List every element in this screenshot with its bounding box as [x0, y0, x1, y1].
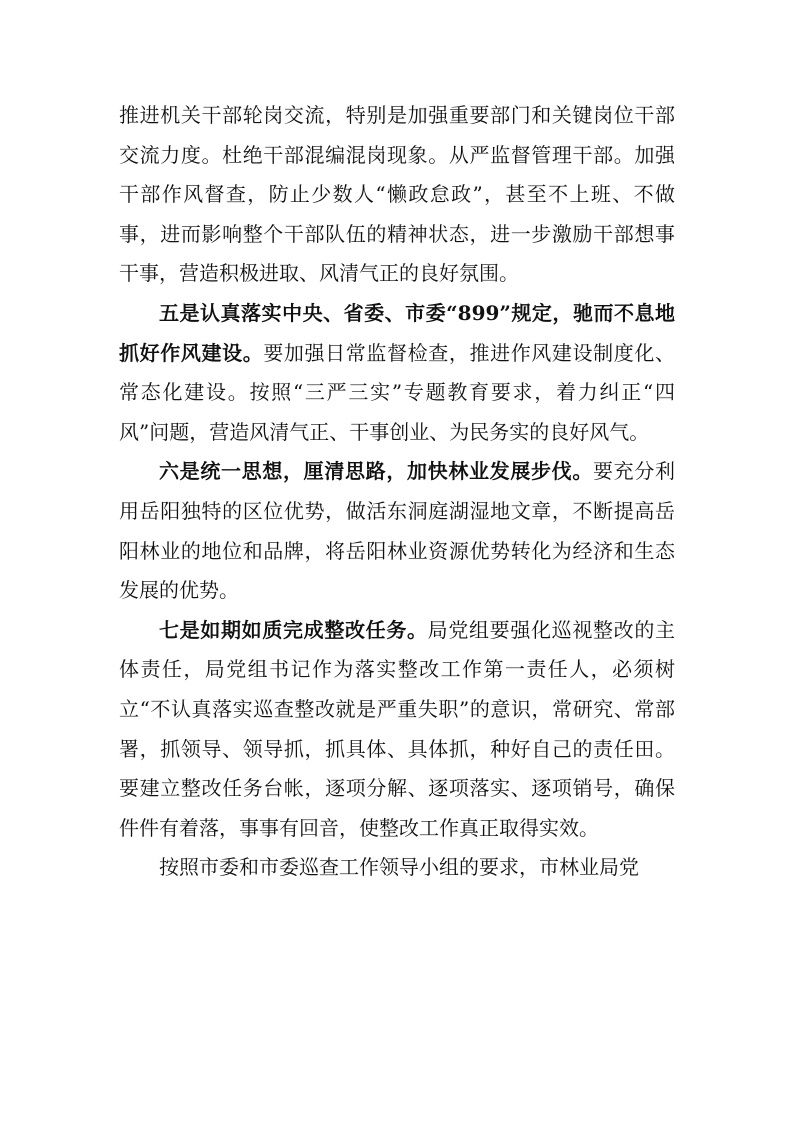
paragraph-3-lead: 六是统一思想，厘清思路，加快林业发展步伐。 — [159, 459, 593, 484]
paragraph-2-text: 要加强日常监督检查，推进作风建设制度化、常态化建设。按照“三严三实”专题教育要求，着力纠正“四风”问题，营造风清气正、干事创业、为民务实的良好风气。 — [119, 340, 676, 444]
paragraph-3 — [119, 452, 675, 610]
paragraph-1-text: 推进机关干部轮岗交流，特别是加强重要部门和关键岗位干部交流力度。杜绝干部混编混岗现象。从严监督管理干部。加强干部作风督查，防止少数人“懒政怠政”，甚至不上班、不做事，进而影响整个干部队伍的精神状态，进一步激励干部想事干事，营造积极进取、风清气正的良好氛围。 — [119, 103, 675, 286]
paragraph-5-text: 按照市委和市委巡查工作领导小组的要求，市林业局党 — [159, 855, 639, 880]
paragraph-4-lead: 七是如期如质完成整改任务。 — [159, 617, 428, 642]
paragraph-3-text: 要充分利用岳阳独特的区位优势，做活东洞庭湖湿地文章，不断提高岳阳林业的地位和品牌，将岳阳林业资源优势转化为经济和生态发展的优势。 — [119, 459, 676, 603]
document-body — [119, 96, 675, 888]
paragraph-5 — [119, 848, 675, 888]
paragraph-2-lead: 五是认真落实中央、省委、市委“899”规定，驰而不息地抓好作风建设。 — [119, 300, 675, 365]
paragraph-4 — [119, 611, 675, 849]
paragraph-1 — [119, 96, 675, 294]
paragraph-2 — [119, 294, 675, 452]
paragraph-4-text: 局党组要强化巡视整改的主体责任，局党组书记作为落实整改工作第一责任人，必须树立“不认真落实巡查整改就是严重失职”的意识，常研究、常部署，抓领导、领导抓，抓具体、具体抓，种好自己的责任田。要建立整改任务台帐，逐项分解、逐项落实、逐项销号，确保件件有着落，事事有回音，使整改工作真正取得实效。 — [119, 617, 676, 840]
